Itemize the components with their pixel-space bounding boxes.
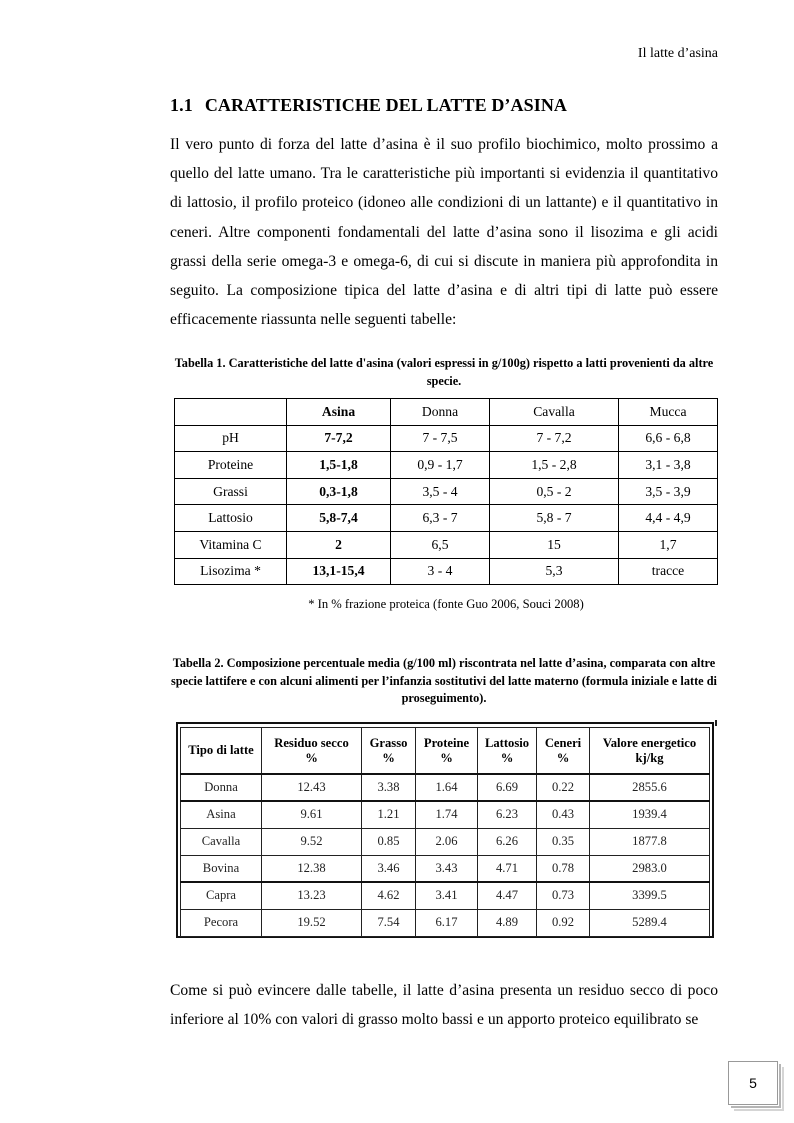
table1-cell: Lisozima *: [175, 558, 287, 585]
header-unit: %: [500, 750, 514, 765]
table1-cell: 7 - 7,5: [391, 425, 490, 452]
page-number: 5: [728, 1061, 778, 1105]
table1-cell: 6,5: [391, 531, 490, 558]
table1-cell: 3 - 4: [391, 558, 490, 585]
table1-cell: 6,6 - 6,8: [619, 425, 718, 452]
header-line: Grasso: [369, 736, 408, 750]
table-row: [175, 425, 718, 452]
table2-header-cell: [537, 728, 590, 775]
section-heading: [170, 95, 567, 116]
table2-cell: 1877.8: [590, 828, 710, 855]
table1-header-cell: Asina: [287, 399, 391, 426]
table2-cell: 3.46: [362, 855, 416, 882]
table2-cell: 0.78: [537, 855, 590, 882]
table2-cell: 0.73: [537, 882, 590, 909]
intro-paragraph: Il vero punto di forza del latte d’asina è il suo profilo biochimico, molto prossimo a quello del latte umano. Tra le caratteristiche più importanti si evidenzia il quantitativo di lattosio, il profilo proteico (idoneo alle condizioni di un lattante) e il quantitativo in ceneri. Altre componenti fondamentali del latte d’asina sono il lisozima e gli acidi grassi della serie omega-3 e omega-6, di cui si discute in maniera più approfondita in seguito. La composizione tipica del latte d’asina e di altri tipi di latte può essere efficacemente riassunta nelle seguenti tabelle:: [170, 136, 718, 329]
table1-cell: pH: [175, 425, 287, 452]
table2-cell: 3399.5: [590, 882, 710, 909]
table2-cell: 6.69: [478, 774, 537, 801]
header-line: Residuo secco: [274, 736, 349, 750]
table2-header-cell: [262, 728, 362, 775]
table1-cell: 0,3-1,8: [287, 478, 391, 505]
table1-header-cell: Cavalla: [490, 399, 619, 426]
table1-cell: 4,4 - 4,9: [619, 505, 718, 532]
table2-cell: 3.43: [416, 855, 478, 882]
table-row: [175, 452, 718, 479]
table2-cell: 9.61: [262, 801, 362, 828]
table-row: [181, 801, 710, 828]
table2-header-cell: [590, 728, 710, 775]
table1-cell: Vitamina C: [175, 531, 287, 558]
table2-cell: 2983.0: [590, 855, 710, 882]
table-row: [181, 855, 710, 882]
table1-header-cell: Mucca: [619, 399, 718, 426]
table1-cell: Grassi: [175, 478, 287, 505]
table2-cell: Asina: [181, 801, 262, 828]
table2-cell: 4.62: [362, 882, 416, 909]
section-title: CARATTERISTICHE DEL LATTE D’ASINA: [204, 95, 568, 115]
table1-milk-characteristics: [174, 398, 718, 585]
table2-cell: 1.64: [416, 774, 478, 801]
table1-cell: 15: [490, 531, 619, 558]
header-line: Ceneri: [544, 736, 582, 750]
table-row: [175, 558, 718, 585]
table2-cell: 0.92: [537, 909, 590, 936]
table2-cell: Pecora: [181, 909, 262, 936]
table2-cell: Capra: [181, 882, 262, 909]
table2-header-cell: [362, 728, 416, 775]
table-row: [181, 909, 710, 936]
table1-cell: 0,5 - 2: [490, 478, 619, 505]
table1-cell: 3,5 - 4: [391, 478, 490, 505]
table2-cell: 6.23: [478, 801, 537, 828]
table1-cell: 7 - 7,2: [490, 425, 619, 452]
table2-header-cell: [416, 728, 478, 775]
page-number-badge: [728, 1061, 782, 1109]
table2-cell: 12.43: [262, 774, 362, 801]
table1-cell: 7-7,2: [287, 425, 391, 452]
table2-cell: 2.06: [416, 828, 478, 855]
table2-cell: 0.35: [537, 828, 590, 855]
table-row: [175, 505, 718, 532]
table2-header-cell: [181, 728, 262, 775]
table2-cell: Cavalla: [181, 828, 262, 855]
scan-corner-mark: [715, 720, 717, 726]
table2-cell: 1.74: [416, 801, 478, 828]
header-line: Tipo di latte: [188, 743, 254, 758]
section-number: 1.1: [170, 95, 193, 115]
table2-cell: 5289.4: [590, 909, 710, 936]
table2-frame: [176, 722, 714, 938]
table2-cell: 9.52: [262, 828, 362, 855]
table1-cell: 1,7: [619, 531, 718, 558]
table-row: [181, 828, 710, 855]
header-line: Proteine: [423, 736, 470, 750]
conclusion-paragraph: Come si può evincere dalle tabelle, il latte d’asina presenta un residuo secco di poco inferiore al 10% con valori di grasso molto bassi e un apporto proteico equilibrato se: [170, 982, 718, 1029]
table-row: [181, 882, 710, 909]
header-unit: %: [556, 750, 570, 765]
table1-footnote: * In % frazione proteica (fonte Guo 2006, Souci 2008): [308, 597, 584, 611]
table2-cell: 4.89: [478, 909, 537, 936]
table2-cell: 1939.4: [590, 801, 710, 828]
table2-cell: 19.52: [262, 909, 362, 936]
table1-header-cell: Donna: [391, 399, 490, 426]
table1-header-row: [175, 399, 718, 426]
table2-cell: Bovina: [181, 855, 262, 882]
table1-cell: 6,3 - 7: [391, 505, 490, 532]
table2-cell: 4.71: [478, 855, 537, 882]
table2-cell: 6.26: [478, 828, 537, 855]
table-row: [175, 531, 718, 558]
running-header: Il latte d’asina: [637, 46, 718, 61]
table2-cell: 3.41: [416, 882, 478, 909]
table1-cell: 3,5 - 3,9: [619, 478, 718, 505]
table2-cell: 4.47: [478, 882, 537, 909]
header-line: Valore energetico: [602, 736, 697, 750]
table2-cell: 0.22: [537, 774, 590, 801]
table1-cell: 5,3: [490, 558, 619, 585]
table2-cell: 3.38: [362, 774, 416, 801]
table-row: [175, 478, 718, 505]
table2-milk-composition: [180, 727, 710, 937]
table2-cell: Donna: [181, 774, 262, 801]
header-unit: %: [440, 750, 453, 765]
table2-header-cell: [478, 728, 537, 775]
table2-cell: 1.21: [362, 801, 416, 828]
table2-cell: 0.85: [362, 828, 416, 855]
table2-cell: 7.54: [362, 909, 416, 936]
table1-cell: 1,5 - 2,8: [490, 452, 619, 479]
header-unit: %: [382, 750, 395, 765]
table2-cell: 6.17: [416, 909, 478, 936]
table2-cell: 0.43: [537, 801, 590, 828]
table1-cell: Proteine: [175, 452, 287, 479]
table1-cell: 2: [287, 531, 391, 558]
table2-cell: 13.23: [262, 882, 362, 909]
header-unit: %: [305, 750, 318, 765]
table2-cell: 2855.6: [590, 774, 710, 801]
table1-cell: 3,1 - 3,8: [619, 452, 718, 479]
table1-cell: 0,9 - 1,7: [391, 452, 490, 479]
table1-cell: 5,8-7,4: [287, 505, 391, 532]
table1-cell: 1,5-1,8: [287, 452, 391, 479]
table1-header-cell: [175, 399, 287, 426]
table2-header-row: [181, 728, 710, 775]
table1-cell: tracce: [619, 558, 718, 585]
table-row: [181, 774, 710, 801]
table1-cell: 13,1-15,4: [287, 558, 391, 585]
table1-cell: 5,8 - 7: [490, 505, 619, 532]
table1-cell: Lattosio: [175, 505, 287, 532]
table2-caption: Tabella 2. Composizione percentuale media (g/100 ml) riscontrata nel latte d’asina, comparata con altre specie lattifere e con alcuni alimenti per l’infanzia sostitutivi del latte materno (formula iniziale e latte di proseguimento).: [171, 656, 717, 705]
header-line: Lattosio: [484, 736, 530, 750]
table1-caption: Tabella 1. Caratteristiche del latte d'asina (valori espressi in g/100g) rispetto a latti provenienti da altre specie.: [174, 356, 714, 388]
header-unit: kj/kg: [635, 750, 664, 765]
table2-cell: 12.38: [262, 855, 362, 882]
